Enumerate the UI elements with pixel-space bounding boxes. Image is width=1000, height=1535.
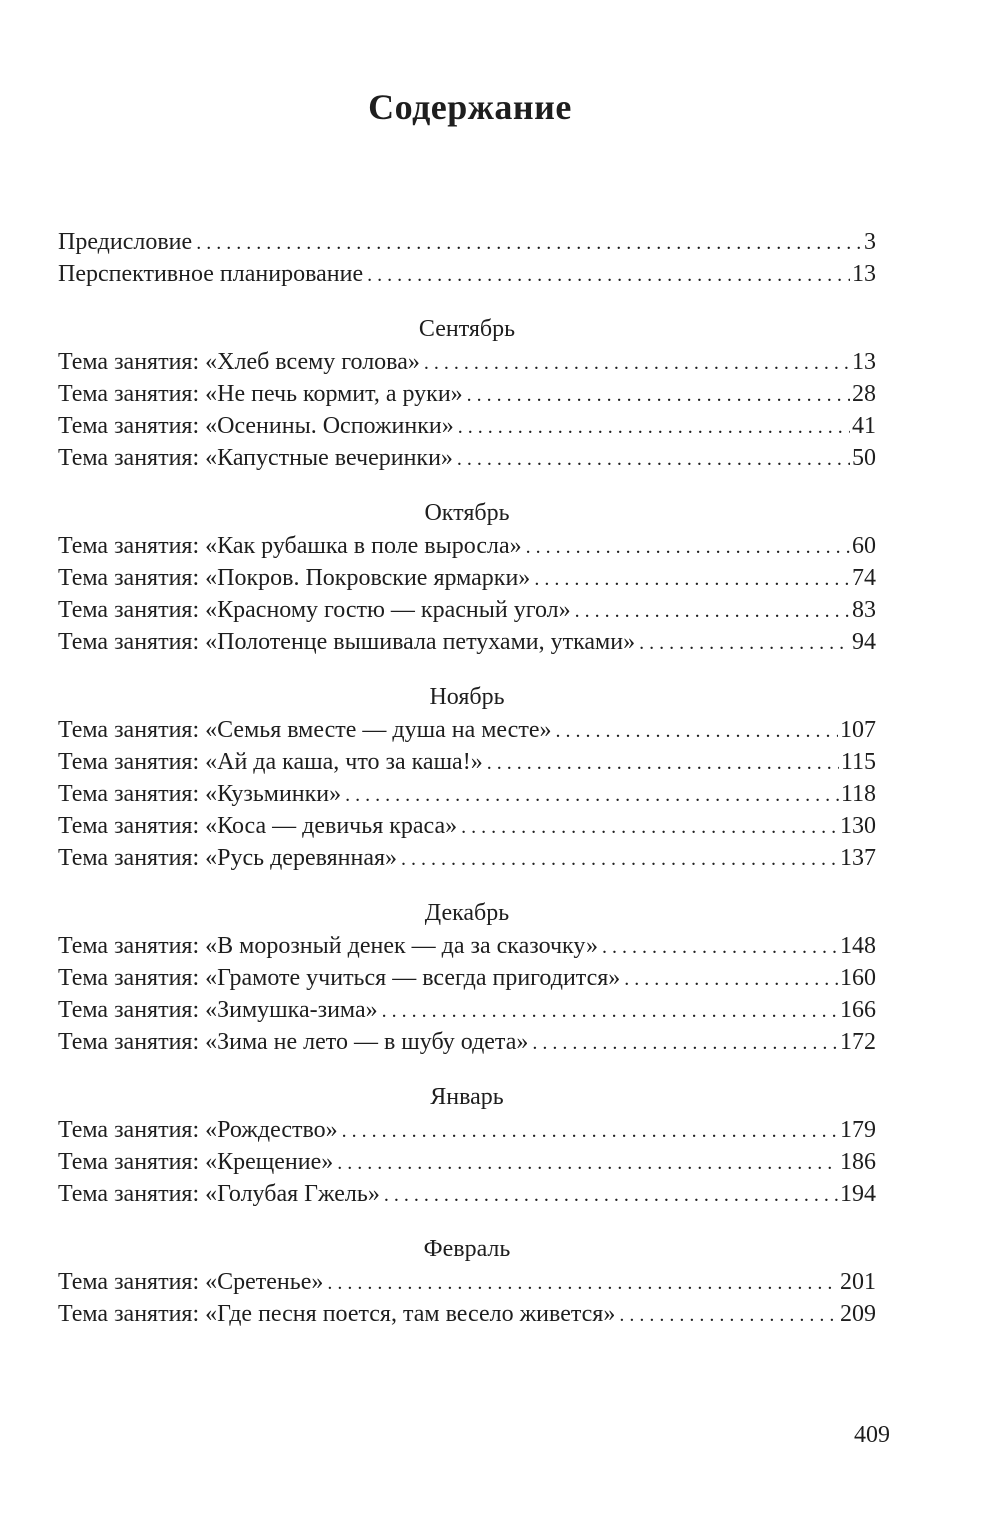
toc-entry-label: Тема занятия: «Красному гостю — красный угол» [58, 597, 571, 623]
toc-leader-dots [196, 227, 862, 259]
toc-entry-page: 118 [840, 781, 876, 807]
toc-leader-dots [401, 843, 838, 875]
toc-entry-page: 13 [852, 349, 876, 375]
toc-entry [58, 994, 876, 1026]
toc-entry-label: Перспективное планирование [58, 261, 364, 287]
toc-leader-dots [457, 443, 850, 475]
toc-section-february [58, 1232, 876, 1330]
toc-entry-label: Тема занятия: «Рождество» [58, 1117, 338, 1143]
toc-entry-page: 130 [840, 813, 876, 839]
toc-entry-page: 194 [840, 1181, 876, 1207]
toc-entry-label: Тема занятия: «Хлеб всему голова» [58, 349, 420, 375]
toc-leader-dots [619, 1299, 838, 1331]
toc-entry-label: Тема занятия: «Полотенце вышивала петухами, утками» [58, 629, 636, 655]
toc-entry-page: 137 [840, 845, 876, 871]
toc-entry-label: Тема занятия: «Грамоте учиться — всегда пригодится» [58, 965, 621, 991]
toc-entry-page: 94 [852, 629, 876, 655]
toc-entry-page: 209 [840, 1301, 876, 1327]
toc-section-december [58, 896, 876, 1058]
toc-entry-label: Тема занятия: «Где песня поется, там весело живется» [58, 1301, 616, 1327]
toc-entry-label: Тема занятия: «Зима не лето — в шубу одета» [58, 1029, 529, 1055]
toc-entry-page: 13 [852, 261, 876, 287]
toc-entry-label: Тема занятия: «Коса — девичья краса» [58, 813, 458, 839]
toc-entry-page: 83 [852, 597, 876, 623]
toc-entry-page: 3 [864, 229, 876, 255]
toc-leader-dots [532, 1027, 838, 1059]
toc-entry-label: Тема занятия: «Сретенье» [58, 1269, 324, 1295]
toc-section-november [58, 680, 876, 874]
toc-leader-dots [337, 1147, 838, 1179]
toc-section-january [58, 1080, 876, 1210]
toc-leader-dots [345, 779, 839, 811]
toc-entry [58, 714, 876, 746]
table-of-contents [58, 226, 876, 1330]
toc-leader-dots [342, 1115, 838, 1147]
toc-entry-label: Тема занятия: «Кузьминки» [58, 781, 342, 807]
toc-entry [58, 626, 876, 658]
toc-intro [58, 226, 876, 290]
toc-entry-label: Тема занятия: «Крещение» [58, 1149, 334, 1175]
toc-leader-dots [382, 995, 838, 1027]
toc-leader-dots [327, 1267, 838, 1299]
toc-entry-page: 172 [840, 1029, 876, 1055]
toc-entry [58, 378, 876, 410]
toc-entry-label: Тема занятия: «Осенины. Оспожинки» [58, 413, 454, 439]
toc-entry [58, 594, 876, 626]
toc-leader-dots [534, 563, 850, 595]
toc-leader-dots [575, 595, 850, 627]
toc-entry [58, 1146, 876, 1178]
toc-entry [58, 842, 876, 874]
toc-entry-page: 41 [852, 413, 876, 439]
page-title: Содержание [368, 87, 572, 127]
toc-section-october [58, 496, 876, 658]
toc-entry-label: Предисловие [58, 229, 193, 255]
section-title: Декабрь [424, 900, 510, 926]
toc-entry-page: 201 [840, 1269, 876, 1295]
toc-leader-dots [555, 715, 838, 747]
toc-entry-page: 60 [852, 533, 876, 559]
toc-entry-label: Тема занятия: «Покров. Покровские ярмарки» [58, 565, 531, 591]
toc-entry [58, 1026, 876, 1058]
toc-entry-page: 166 [840, 997, 876, 1023]
toc-entry-page: 28 [852, 381, 876, 407]
toc-entry [58, 1298, 876, 1330]
toc-entry [58, 810, 876, 842]
toc-entry-page: 186 [840, 1149, 876, 1175]
toc-leader-dots [467, 379, 850, 411]
section-title: Январь [430, 1084, 504, 1110]
toc-entry [58, 962, 876, 994]
toc-leader-dots [487, 747, 839, 779]
toc-entry [58, 530, 876, 562]
toc-entry-page: 74 [852, 565, 876, 591]
toc-entry [58, 778, 876, 810]
toc-entry-label: Тема занятия: «Голубая Гжель» [58, 1181, 380, 1207]
toc-entry [58, 1178, 876, 1210]
section-title: Ноябрь [429, 684, 505, 710]
toc-entry-page: 50 [852, 445, 876, 471]
toc-entry-label: Тема занятия: «Не печь кормит, а руки» [58, 381, 463, 407]
section-title: Октябрь [424, 500, 510, 526]
toc-entry [58, 562, 876, 594]
toc-leader-dots [602, 931, 838, 963]
toc-entry [58, 442, 876, 474]
toc-leader-dots [384, 1179, 838, 1211]
toc-entry-label: Тема занятия: «В морозный денек — да за сказочку» [58, 933, 598, 959]
toc-entry-page: 160 [840, 965, 876, 991]
toc-leader-dots [461, 811, 838, 843]
toc-section-september [58, 312, 876, 474]
toc-leader-dots [367, 259, 850, 291]
toc-leader-dots [424, 347, 850, 379]
toc-entry-page: 179 [840, 1117, 876, 1143]
page-number: 409 [854, 1422, 890, 1448]
toc-entry-label: Тема занятия: «Семья вместе — душа на месте» [58, 717, 552, 743]
toc-entry-label: Тема занятия: «Как рубашка в поле выросла» [58, 533, 522, 559]
toc-entry-page: 148 [840, 933, 876, 959]
section-title: Сентябрь [418, 316, 516, 342]
toc-entry-label: Тема занятия: «Капустные вечеринки» [58, 445, 453, 471]
toc-entry-label: Тема занятия: «Зимушка-зима» [58, 997, 378, 1023]
toc-entry [58, 1114, 876, 1146]
toc-entry-label: Тема занятия: «Ай да каша, что за каша!» [58, 749, 483, 775]
toc-entry-preface [58, 226, 876, 258]
toc-entry [58, 1266, 876, 1298]
toc-entry-label: Тема занятия: «Русь деревянная» [58, 845, 398, 871]
toc-entry [58, 746, 876, 778]
toc-leader-dots [526, 531, 850, 563]
toc-leader-dots [458, 411, 850, 443]
section-title: Февраль [423, 1236, 511, 1262]
toc-entry-planning [58, 258, 876, 290]
toc-entry [58, 930, 876, 962]
toc-entry-page: 115 [840, 749, 876, 775]
toc-leader-dots [624, 963, 838, 995]
toc-entry [58, 410, 876, 442]
toc-entry [58, 346, 876, 378]
toc-leader-dots [639, 627, 850, 659]
toc-entry-page: 107 [840, 717, 876, 743]
